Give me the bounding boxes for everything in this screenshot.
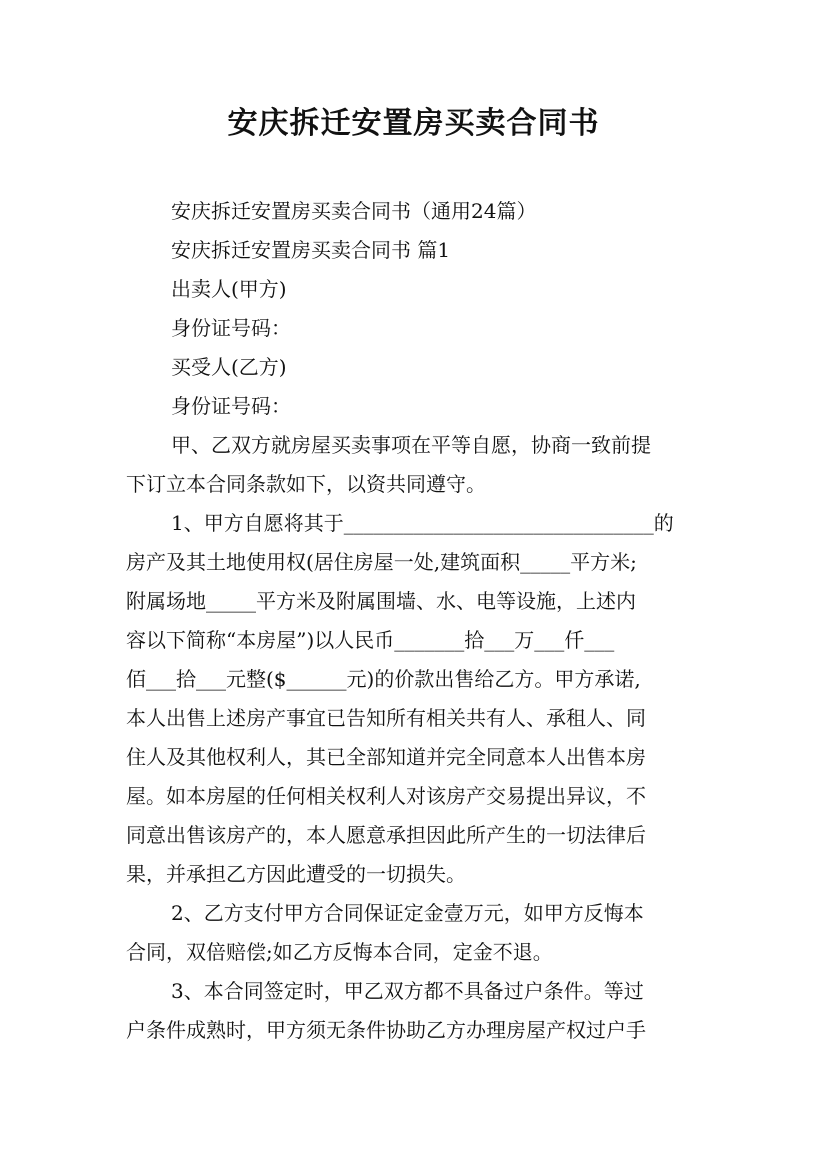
paragraph-line: 住人及其他权利人，其已全部知道并完全同意本人出售本房 xyxy=(126,745,646,769)
document-title: 安庆拆迁安置房买卖合同书 xyxy=(227,106,600,141)
paragraph-line: 户条件成熟时，甲方须无条件协助乙方办理房屋产权过户手 xyxy=(126,1018,646,1042)
paragraph-line: 果，并承担乙方因此遭受的一切损失。 xyxy=(126,862,466,886)
paragraph-line: 附属场地_____平方米及附属围墙、水、电等设施，上述内 xyxy=(126,589,636,613)
paragraph-line: 合同，双倍赔偿;如乙方反悔本合同，定金不退。 xyxy=(126,940,553,964)
paragraph-line: 容以下简称“本房屋”)以人民币_______拾___万___仟___ xyxy=(126,628,615,652)
seller-label: 出卖人(甲方) xyxy=(171,277,287,301)
subtitle-line: 安庆拆迁安置房买卖合同书（通用24篇） xyxy=(171,199,537,223)
paragraph-line: 2、乙方支付甲方合同保证定金壹万元，如甲方反悔本 xyxy=(171,901,644,925)
paragraph-line: 佰___拾___元整($______元)的价款出售给乙方。甲方承诺, xyxy=(126,667,641,691)
section-heading: 安庆拆迁安置房买卖合同书 篇1 xyxy=(171,238,451,262)
buyer-label: 买受人(乙方) xyxy=(171,355,287,379)
seller-id-label: 身份证号码： xyxy=(171,316,291,340)
buyer-id-label: 身份证号码： xyxy=(171,394,291,418)
paragraph-line: 同意出售该房产的，本人愿意承担因此所产生的一切法律后 xyxy=(126,823,646,847)
paragraph-line: 本人出售上述房产事宜已告知所有相关共有人、承租人、同 xyxy=(126,706,646,730)
paragraph-line: 屋。如本房屋的任何相关权利人对该房产交易提出异议，不 xyxy=(126,784,646,808)
paragraph-line: 下订立本合同条款如下，以资共同遵守。 xyxy=(126,472,486,496)
paragraph-line: 3、本合同签定时，甲乙双方都不具备过户条件。等过 xyxy=(171,979,644,1003)
paragraph-line: 甲、乙双方就房屋买卖事项在平等自愿，协商一致前提 xyxy=(171,433,651,457)
paragraph-line: 房产及其土地使用权(居住房屋一处,建筑面积_____平方米; xyxy=(126,550,637,574)
paragraph-line: 1、甲方自愿将其于_______________________________的 xyxy=(171,511,674,535)
